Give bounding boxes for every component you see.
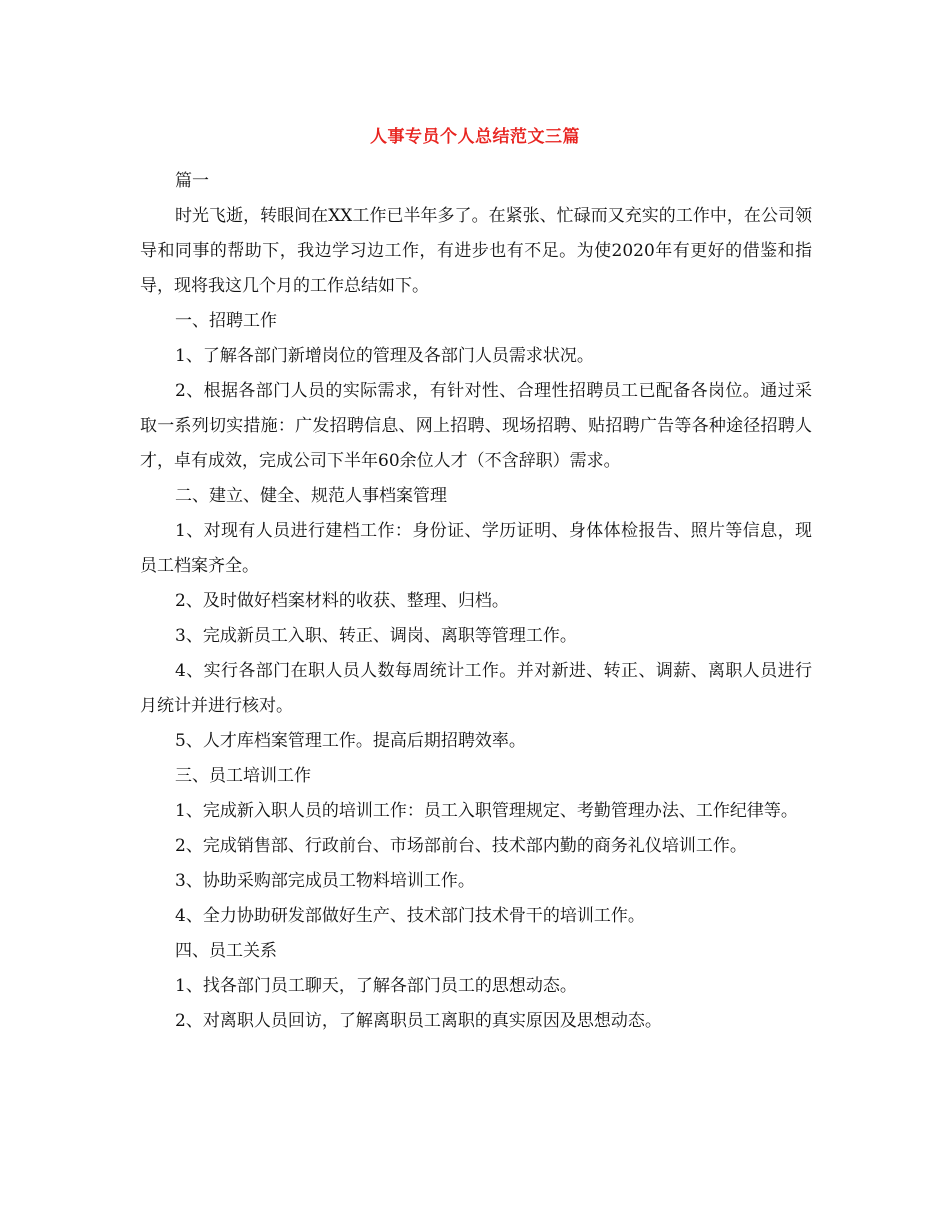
paragraph: 2、完成销售部、行政前台、市场部前台、技术部内勤的商务礼仪培训工作。 bbox=[175, 836, 747, 856]
paragraph: 1、完成新入职人员的培训工作：员工入职管理规定、考勤管理办法、工作纪律等。 bbox=[175, 801, 798, 821]
paragraph: 2、对离职人员回访，了解离职员工离职的真实原因及思想动态。 bbox=[175, 1011, 662, 1031]
heading-training: 三、员工培训工作 bbox=[175, 766, 311, 786]
paragraph: 4、全力协助研发部做好生产、技术部门技术骨干的培训工作。 bbox=[175, 906, 645, 926]
paragraph: 1、找各部门员工聊天，了解各部门员工的思想动态。 bbox=[175, 976, 577, 996]
paragraph: 4、实行各部门在职人员人数每周统计工作。并对新进、转正、调薪、离职人员进行月统计并进行核对。 bbox=[140, 661, 812, 716]
document-body bbox=[140, 164, 812, 1039]
paragraph: 5、人才库档案管理工作。提高后期招聘效率。 bbox=[175, 731, 526, 751]
document-title: 人事专员个人总结范文三篇 bbox=[370, 127, 580, 147]
heading-recruitment: 一、招聘工作 bbox=[175, 311, 277, 331]
heading-archives: 二、建立、健全、规范人事档案管理 bbox=[175, 486, 447, 506]
intro-paragraph: 时光飞逝，转眼间在XX工作已半年多了。在紧张、忙碌而又充实的工作中，在公司领导和同事的帮助下，我边学习边工作，有进步也有不足。为使2020年有更好的借鉴和指导，现将我这几个月的工作总结如下。 bbox=[140, 206, 812, 296]
paragraph: 3、协助采购部完成员工物料培训工作。 bbox=[175, 871, 475, 891]
paragraph: 1、对现有人员进行建档工作：身份证、学历证明、身体体检报告、照片等信息，现员工档案齐全。 bbox=[140, 521, 812, 576]
heading-employee-relations: 四、员工关系 bbox=[175, 941, 277, 961]
paragraph: 2、及时做好档案材料的收获、整理、归档。 bbox=[175, 591, 509, 611]
paragraph: 3、完成新员工入职、转正、调岗、离职等管理工作。 bbox=[175, 626, 577, 646]
section-label: 篇一 bbox=[175, 171, 209, 191]
paragraph: 1、了解各部门新增岗位的管理及各部门人员需求状况。 bbox=[175, 346, 594, 366]
paragraph: 2、根据各部门人员的实际需求，有针对性、合理性招聘员工已配备各岗位。通过采取一系列切实措施：广发招聘信息、网上招聘、现场招聘、贴招聘广告等各种途径招聘人才，卓有成效，完成公司下半年60余位人才（不含辞职）需求。 bbox=[140, 381, 812, 471]
